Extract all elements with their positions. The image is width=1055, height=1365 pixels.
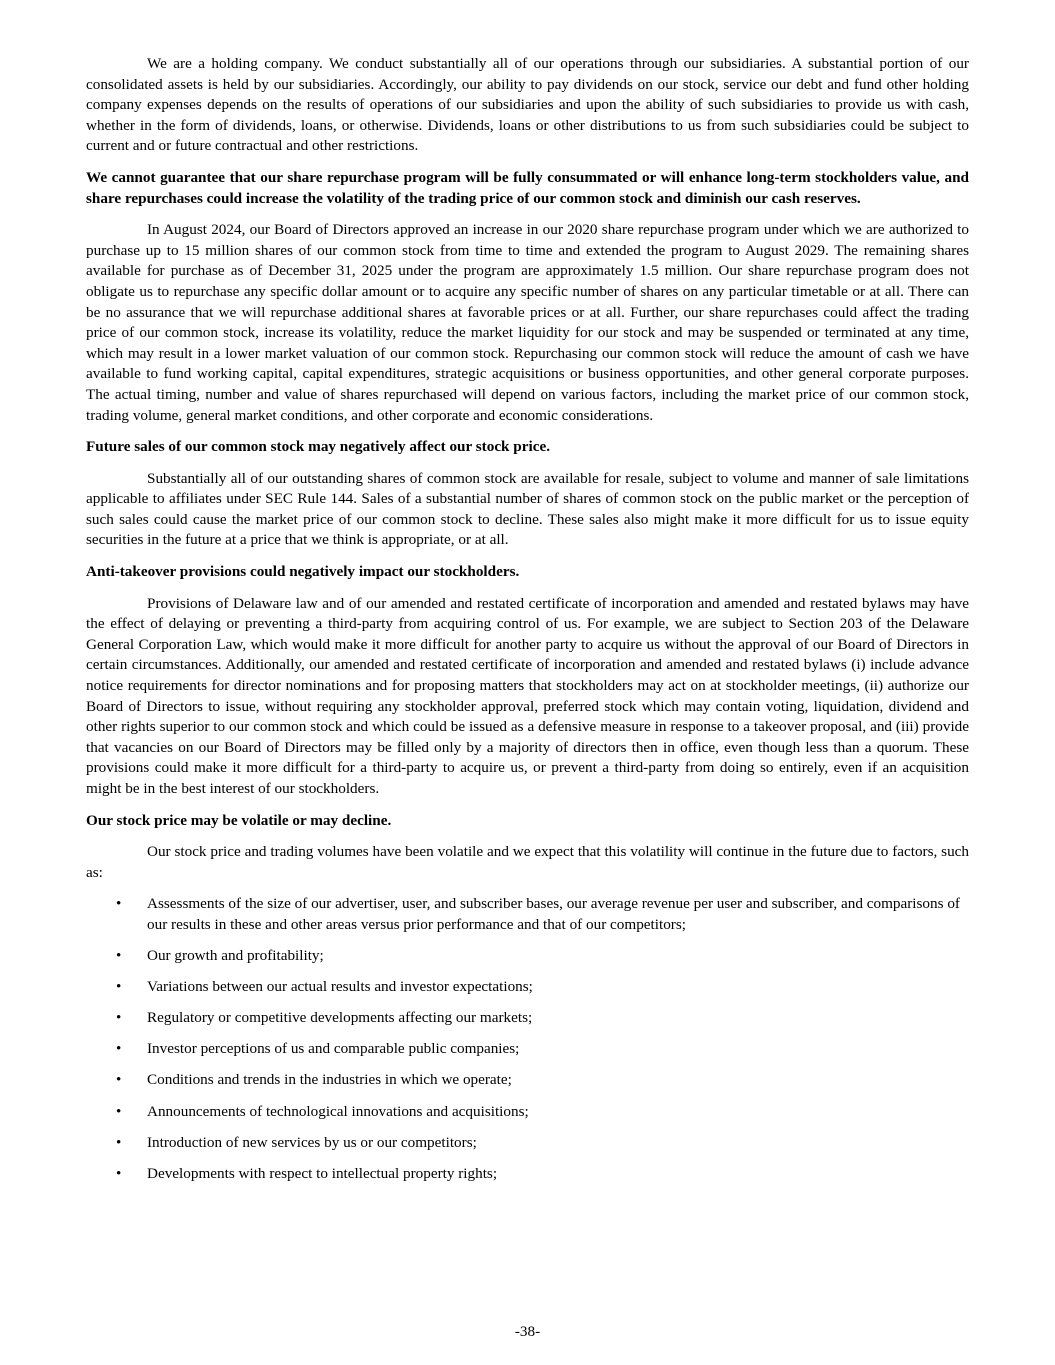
heading-share-repurchase: We cannot guarantee that our share repurchase program will be fully consummated or will enhance long-term stockholders value, and share repurchases could increase the volatility of the trading price of our common stock and diminish our cash reserves. xyxy=(86,168,969,207)
bullet-icon: • xyxy=(116,1133,122,1151)
heading-future-sales: Future sales of our common stock may negatively affect our stock price. xyxy=(86,438,550,456)
bullet-icon: • xyxy=(116,1040,122,1058)
document-page xyxy=(86,54,969,1195)
bullet-icon: • xyxy=(116,1164,122,1182)
list-item xyxy=(86,1008,969,1029)
heading-stock-volatility: Our stock price may be volatile or may decline. xyxy=(86,811,392,829)
list-item-text: Assessments of the size of our advertiser, user, and subscriber bases, our average revenue per user and subscriber, and comparisons of our results in these and other areas versus prior performance and that of our competitors; xyxy=(147,895,960,933)
bullet-icon: • xyxy=(116,1102,122,1120)
list-item xyxy=(86,946,969,967)
bullet-icon: • xyxy=(116,895,122,913)
list-item-text: Variations between our actual results and investor expectations; xyxy=(147,978,533,996)
bullet-icon: • xyxy=(116,947,122,965)
list-item xyxy=(86,1102,969,1123)
bullet-icon: • xyxy=(116,978,122,996)
bullet-icon: • xyxy=(116,1009,122,1027)
page-number: -38- xyxy=(514,1323,541,1340)
list-item-text: Our growth and profitability; xyxy=(147,947,324,965)
paragraph-share-repurchase: In August 2024, our Board of Directors approved an increase in our 2020 share repurchase program under which we are authorized to purchase up to 15 million shares of our common stock from time to time and extended the program to August 2029. The remaining shares available for purchase as of December 31, 2025 under the program are approximately 1.5 million. Our share repurchase program does not obligate us to repurchase any specific dollar amount or to acquire any specific number of shares on any particular timetable or at all. There can be no assurance that we will repurchase additional shares at favorable prices or at all. Further, our share repurchases could affect the trading price of our common stock, increase its volatility, reduce the market liquidity for our stock and may be suspended or terminated at any time, which may result in a lower market valuation of our common stock. Repurchasing our common stock will reduce the amount of cash we have available to fund working capital, capital expenditures, strategic acquisitions or business opportunities, and other general corporate purposes. The actual timing, number and value of shares repurchased will depend on various factors, including the market price of our common stock, trading volume, general market conditions, and other corporate and economic considerations. xyxy=(86,221,969,424)
list-item-text: Investor perceptions of us and comparable public companies; xyxy=(147,1040,520,1058)
list-item-text: Announcements of technological innovations and acquisitions; xyxy=(147,1102,529,1120)
list-item xyxy=(86,1164,969,1185)
list-item xyxy=(86,1070,969,1091)
heading-anti-takeover: Anti-takeover provisions could negatively impact our stockholders. xyxy=(86,563,520,581)
paragraph-stock-volatility: Our stock price and trading volumes have been volatile and we expect that this volatility will continue in the future due to factors, such as: xyxy=(86,843,969,881)
list-item xyxy=(86,894,969,935)
volatility-factors-list xyxy=(86,894,969,1184)
paragraph-holding-company: We are a holding company. We conduct substantially all of our operations through our subsidiaries. A substantial portion of our consolidated assets is held by our subsidiaries. Accordingly, our ability to pay dividends on our stock, service our debt and fund other holding company expenses depends on the results of operations of our subsidiaries and upon the ability of such subsidiaries to provide us with cash, whether in the form of dividends, loans, or otherwise. Dividends, loans or other distributions to us from such subsidiaries could be subject to current and or future contractual and other restrictions. xyxy=(86,55,969,155)
list-item-text: Conditions and trends in the industries in which we operate; xyxy=(147,1071,512,1089)
list-item xyxy=(86,1133,969,1154)
paragraph-future-sales: Substantially all of our outstanding shares of common stock are available for resale, subject to volume and manner of sale limitations applicable to affiliates under SEC Rule 144. Sales of a substantial number of shares of common stock on the public market or the perception of such sales could cause the market price of our common stock to decline. These sales also might make it more difficult for us to issue equity securities in the future at a price that we think is appropriate, or at all. xyxy=(86,469,969,549)
paragraph-anti-takeover: Provisions of Delaware law and of our amended and restated certificate of incorporation and amended and restated bylaws may have the effect of delaying or preventing a third-party from acquiring control of us. For example, we are subject to Section 203 of the Delaware General Corporation Law, which would make it more difficult for another party to acquire us without the approval of our Board of Directors in certain circumstances. Additionally, our amended and restated certificate of incorporation and amended and restated bylaws (i) include advance notice requirements for director nominations and for proposing matters that stockholders may act on at stockholder meetings, (ii) authorize our Board of Directors to issue, without requiring any stockholder approval, preferred stock which may contain voting, liquidation, dividend and other rights superior to our common stock and which could be issued as a defensive measure in response to a takeover proposal, and (iii) provide that vacancies on our Board of Directors may be filled only by a majority of directors then in office, even though less than a quorum. These provisions could make it more difficult for a third-party to acquire us, or prevent a third-party from doing so entirely, even if an acquisition might be in the best interest of our stockholders. xyxy=(86,594,969,797)
list-item-text: Regulatory or competitive developments affecting our markets; xyxy=(147,1009,533,1027)
list-item xyxy=(86,1039,969,1060)
list-item-text: Developments with respect to intellectual property rights; xyxy=(147,1164,498,1182)
list-item xyxy=(86,977,969,998)
bullet-icon: • xyxy=(116,1071,122,1089)
list-item-text: Introduction of new services by us or our competitors; xyxy=(147,1133,477,1151)
